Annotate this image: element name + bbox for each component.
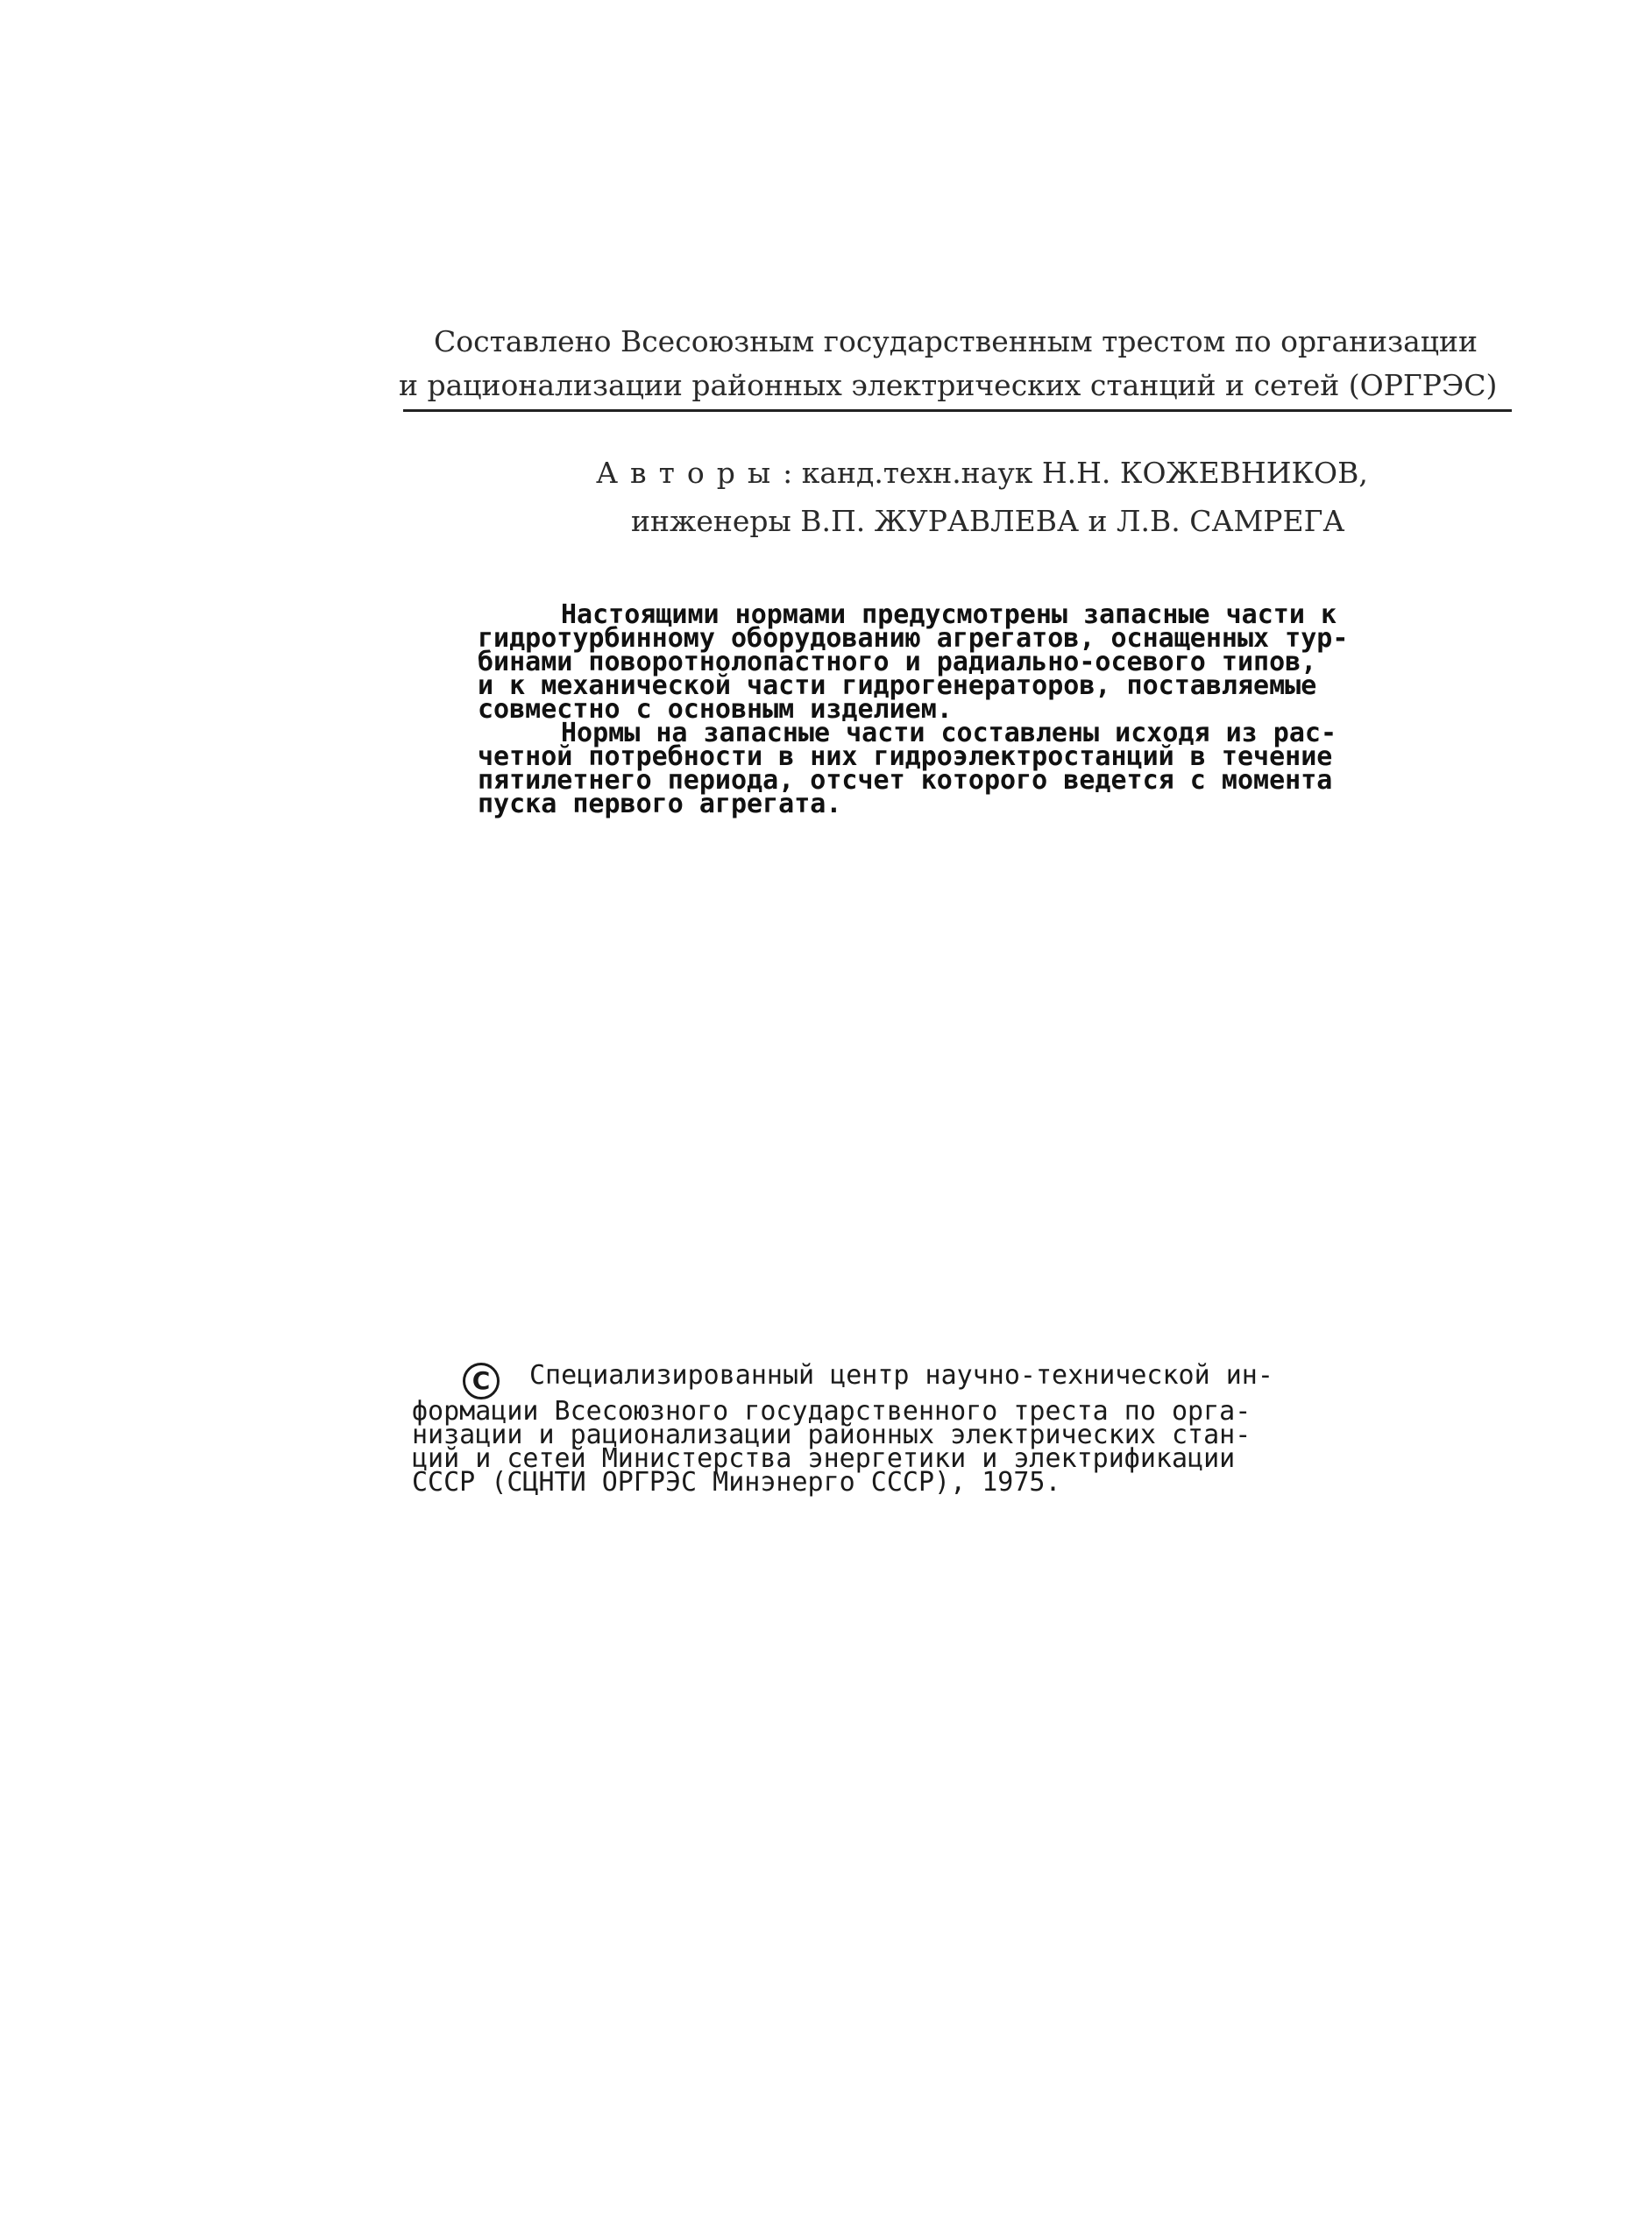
authors-block [596,449,1472,545]
header-divider [403,409,1512,412]
authors-line-1 [596,449,1472,497]
copyright-block [412,1360,1437,1498]
authors-line-1-names: : канд.техн.наук Н.Н. КОЖЕВНИКОВ, [783,456,1368,490]
authors-label: Авторы [596,456,783,490]
preface-paragraph-2 [478,718,1468,819]
preface-text [478,599,1468,819]
compiled-by-line-2: и рационализации районных электрических станций и сетей (ОРГРЭС) [399,368,1498,402]
copyright-first-line [412,1360,1437,1399]
preface-paragraph-1 [478,599,1468,725]
paragraph-1-text: Настоящими нормами предусмотрены запасные части к гидротурбинному оборудованию агрегатов, оснащенных тур- бинами поворотнолопастного и радиально-осевого типов, и к механической части гидрогенераторов, поставляемые совместно с основным изделием. [478,599,1349,725]
paragraph-2-text: Нормы на запасные части составлены исходя из рас- четной потребности в них гидроэлектростанций в течение пятилетнего периода, отсчет которого ведется с момента пуска первого агрегата. [478,718,1337,819]
compiled-by-statement [399,320,1512,407]
copyright-icon: С [463,1363,500,1399]
authors-line-2: инженеры В.П. ЖУРАВЛЕВА и Л.В. САМРЕГА [631,504,1345,538]
compiled-by-line-1: Составлено Всесоюзным государственным трестом по организации [434,324,1478,358]
copyright-text-rest: формации Всесоюзного государственного треста по орга- низации и рационализации районных электрических стан- ций и сетей Министерства энергетики и электрификации СССР (СЦНТИ ОРГРЭС Минэнерго СССР), 1975. [412,1396,1251,1498]
copyright-text-first: Специализированный центр научно-технической ин- [529,1360,1273,1391]
